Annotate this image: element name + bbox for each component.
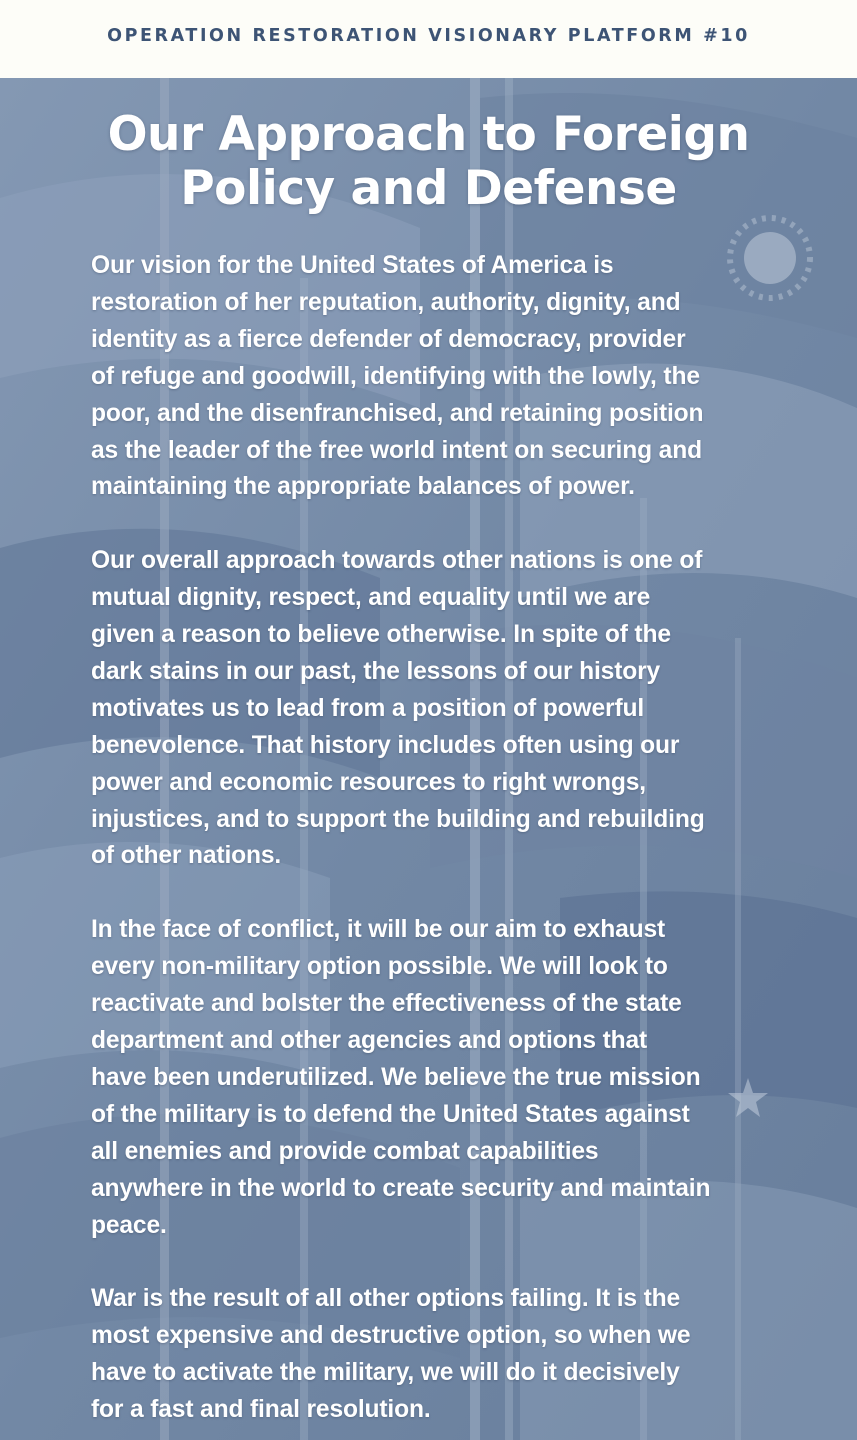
paragraph-line: maintaining the appropriate balances of power. [91,473,635,501]
paragraph-line: power and economic resources to right wrongs, [91,768,646,796]
paragraph-line: of refuge and goodwill, identifying with the lowly, the [91,362,700,390]
paragraph-line: motivates us to lead from a position of powerful [91,694,645,722]
paragraph-line: dark stains in our past, the lessons of our history [91,657,661,685]
paragraph-line: War is the result of all other options failing. It is the [91,1285,681,1313]
paragraph-line: anywhere in the world to create security and maintain [91,1174,711,1202]
paragraph-line: given a reason to believe otherwise. In spite of the [91,621,671,649]
paragraph-line: of other nations. [91,842,282,870]
paragraph-line: every non-military option possible. We will look to [91,953,668,981]
paragraph-line: poor, and the disenfranchised, and retaining position [91,399,704,427]
body-text [91,248,781,1429]
paragraph-line: have to activate the military, we will do it decisively [91,1359,680,1387]
title-line-2: Policy and Defense [180,161,677,216]
title-line-1: Our Approach to Foreign [107,107,750,162]
paragraph-line: peace. [91,1211,167,1239]
paragraph-line: as the leader of the free world intent on securing and [91,436,702,464]
paragraph-spacer [91,875,781,912]
paragraph-line: Our vision for the United States of America is [91,252,614,279]
header-band [0,0,857,78]
paragraph-4 [91,1281,781,1429]
paragraph-2 [91,543,781,875]
paragraph-line: injustices, and to support the building and rebuilding [91,805,705,833]
paragraph-line: In the face of conflict, it will be our aim to exhaust [91,916,666,944]
paragraph-1 [91,248,781,506]
paragraph-line: of the military is to defend the United States against [91,1100,690,1128]
paragraph-line: department and other agencies and options that [91,1027,648,1054]
paragraph-spacer [91,1244,781,1281]
paragraph-line: for a fast and final resolution. [91,1396,431,1424]
paragraph-line: have been underutilized. We believe the true mission [91,1063,701,1091]
platform-label: OPERATION RESTORATION VISIONARY PLATFORM #10 [107,26,750,46]
paragraph-line: all enemies and provide combat capabilities [91,1137,599,1165]
page-title [0,108,857,216]
paragraph-line: Our overall approach towards other nations is one of [91,547,703,575]
paragraph-3 [91,912,781,1244]
paragraph-line: mutual dignity, respect, and equality until we are [91,584,651,612]
paragraph-line: benevolence. That history includes often using our [91,731,680,759]
paragraph-line: reactivate and bolster the effectiveness of the state [91,990,682,1018]
paragraph-line: most expensive and destructive option, so when we [91,1322,691,1350]
paragraph-spacer [91,506,781,543]
paragraph-line: identity as a fierce defender of democracy, provider [91,325,686,353]
hero-panel [0,78,857,1440]
paragraph-line: restoration of her reputation, authority, dignity, and [91,288,681,316]
